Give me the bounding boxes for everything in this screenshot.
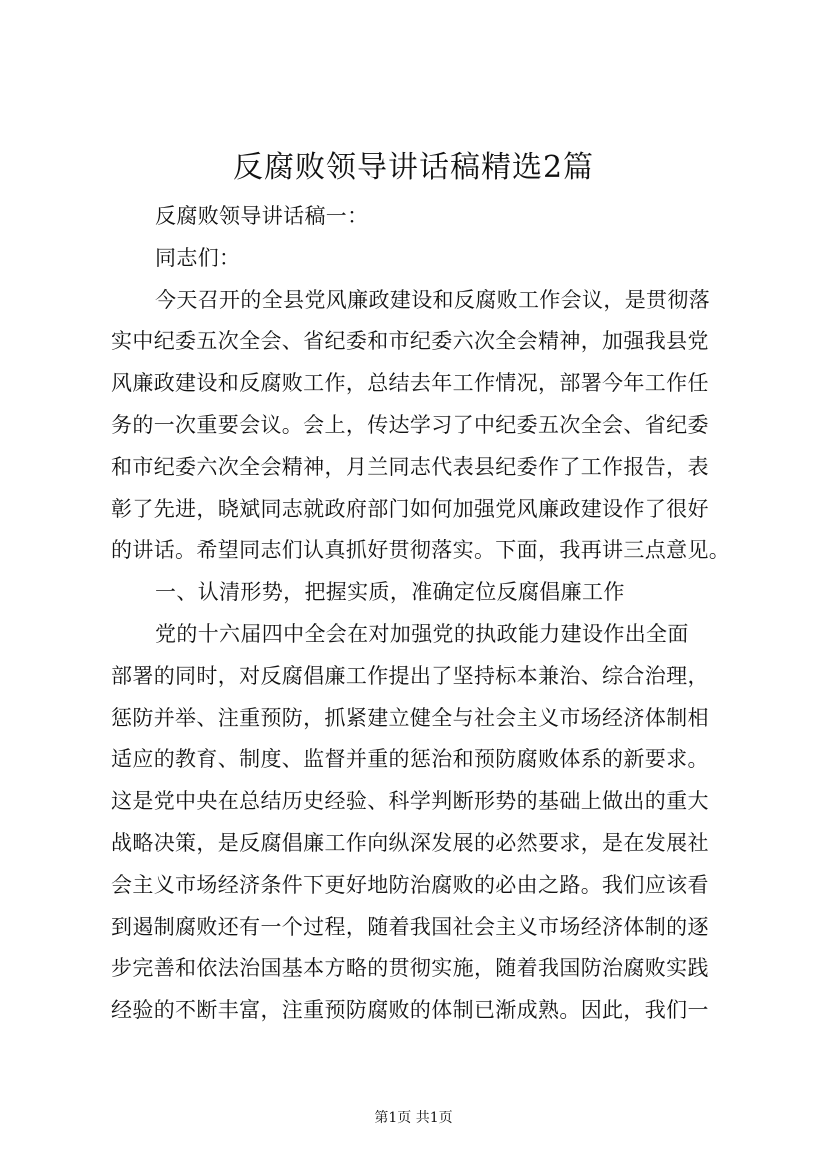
text-line: 彰了先进，晓斌同志就政府部门如何加强党风廉政建设作了很好 (111, 496, 709, 521)
text-line: 党的十六届四中全会在对加强党的执政能力建设作出全面 (155, 621, 689, 646)
text-line: 务的一次重要会议。会上，传达学习了中纪委五次全会、省纪委 (111, 412, 709, 437)
document-title: 反腐败领导讲话稿精选2篇 (232, 150, 595, 185)
text-line: 经验的不断丰富，注重预防腐败的体制已渐成熟。因此，我们一 (111, 998, 709, 1023)
text-line: 实中纪委五次全会、省纪委和市纪委六次全会精神，加强我县党 (111, 329, 709, 354)
text-line: 今天召开的全县党风廉政建设和反腐败工作会议，是贯彻落 (155, 287, 711, 312)
document-body (111, 196, 731, 1032)
text-line: 这是党中央在总结历史经验、科学判断形势的基础上做出的重大 (111, 789, 709, 814)
text-line: 的讲话。希望同志们认真抓好贯彻落实。下面，我再讲三点意见。 (111, 538, 731, 563)
text-line: 惩防并举、注重预防，抓紧建立健全与社会主义市场经济体制相 (111, 705, 709, 730)
text-line: 反腐败领导讲话稿一： (155, 204, 369, 228)
page-footer: 第1页 共1页 (374, 1110, 453, 1126)
text-line: 和市纪委六次全会精神，月兰同志代表县纪委作了工作报告，表 (111, 454, 709, 479)
text-line: 一、认清形势，把握实质，准确定位反腐倡廉工作 (155, 580, 625, 605)
text-line: 适应的教育、制度、监督并重的惩治和预防腐败体系的新要求。 (111, 747, 709, 772)
text-line: 同志们： (155, 245, 241, 270)
text-line: 风廉政建设和反腐败工作，总结去年工作情况，部署今年工作任 (111, 371, 709, 396)
text-line: 战略决策，是反腐倡廉工作向纵深发展的必然要求，是在发展社 (111, 830, 709, 855)
text-line: 会主义市场经济条件下更好地防治腐败的必由之路。我们应该看 (111, 872, 709, 897)
text-line: 部署的同时，对反腐倡廉工作提出了坚持标本兼治、综合治理， (111, 663, 709, 688)
text-line: 步完善和依法治国基本方略的贯彻实施，随着我国防治腐败实践 (111, 956, 709, 981)
text-line: 到遏制腐败还有一个过程，随着我国社会主义市场经济体制的逐 (111, 914, 709, 939)
